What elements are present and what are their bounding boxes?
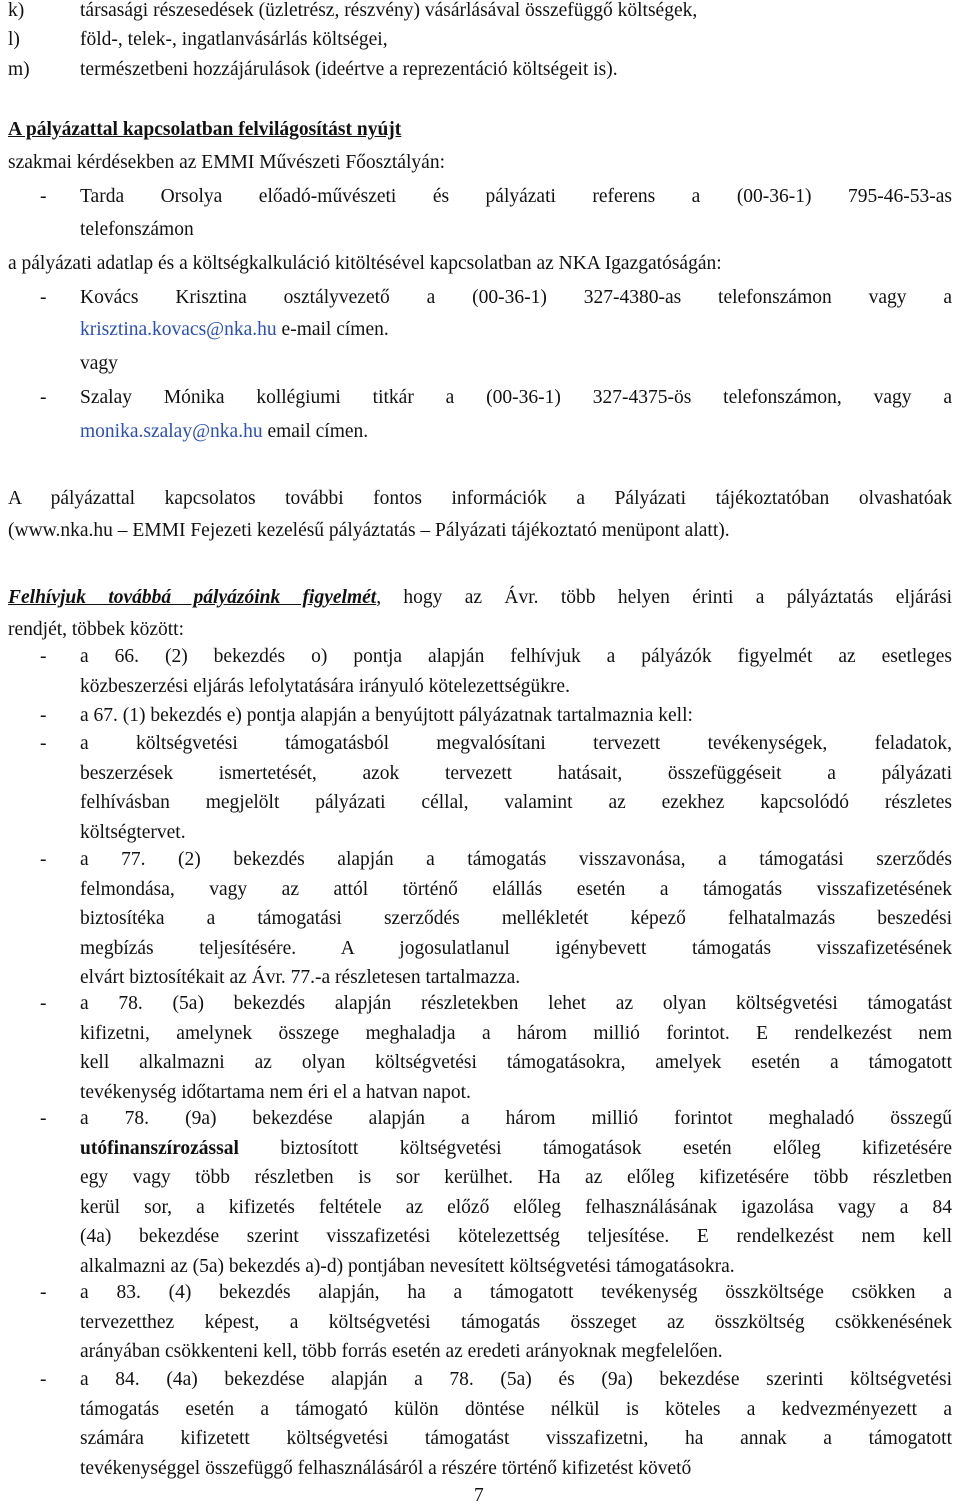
item-i6-line-2: [80, 1138, 952, 1160]
contact-intro-ministry: szakmai kérdésekben az EMMI Művészeti Főosztályán:: [8, 152, 445, 173]
item-i5-line-4: tevékenység időtartama nem éri el a hatvan napot.: [80, 1081, 471, 1103]
dash-marker: -: [40, 1108, 47, 1129]
item-i4-line-3: biztosítéka a támogatási szerződés mellékletét képező felhatalmazás beszedési: [80, 908, 952, 930]
szalay-email-tail: email címen.: [262, 421, 369, 442]
contact-kovacs-line2: [80, 319, 389, 341]
info-paragraph-line2: (www.nka.hu – EMMI Fejezeti kezelésű pályáztatás – Pályázati tájékoztató menüpont alatt).: [8, 520, 730, 541]
item-i6-line-5: (4a) bekezdése szerint visszafizetési kötelezettség teljesítése. E rendelkezést nem kell: [80, 1226, 952, 1248]
attention-line1-rest: , hogy az Ávr. több helyen érinti a pályáztatás eljárási: [376, 587, 952, 608]
item-i1-line-1: a 66. (2) bekezdés o) pontja alapján felhívjuk a pályázók figyelmét az esetleges: [80, 646, 952, 667]
dash-marker: -: [40, 646, 47, 667]
dash-marker: -: [40, 387, 47, 408]
attention-emphasis: Felhívjuk továbbá pályázóink figyelmét: [8, 587, 377, 608]
item-i6-bold-term: utófinanszírozással: [80, 1137, 239, 1159]
item-i5-line-3: kell alkalmazni az olyan költségvetési támogatásokra, amelyek esetén a támogatott: [80, 1052, 952, 1074]
item-i4-line-2: felmondása, vagy az attól történő elállás esetén a támogatás visszafizetésének: [80, 878, 952, 900]
item-i7-line-3: arányában csökkenteni kell, több forrás esetén az eredeti arányoknak megfelelően.: [80, 1341, 723, 1363]
item-i6-line-6: alkalmazni az (5a) bekezdés a)-d) pontjában nevesített költségvetési támogatásokra.: [80, 1256, 735, 1277]
item-i8-line-2: támogatás esetén a támogató külön döntése nélkül is köteles a kedvezményezett a: [80, 1398, 952, 1420]
list-marker-l: l): [8, 29, 20, 50]
contact-heading: A pályázattal kapcsolatban felvilágosítást nyújt: [8, 119, 402, 140]
item-i1-line-2: közbeszerzési eljárás lefolytatására irányuló kötelezettségükre.: [80, 675, 570, 697]
dash-marker: -: [40, 1282, 47, 1303]
item-i3-line-2: beszerzések ismertetését, azok tervezett hatásait, összefüggéseit a pályázati: [80, 762, 952, 784]
list-item-m: természetbeni hozzájárulások (ideértve a reprezentáció költségeit is).: [80, 59, 618, 80]
list-marker-k: k): [8, 0, 25, 21]
attention-line2: rendjét, többek között:: [8, 619, 184, 640]
item-i6-line-1: a 78. (9a) bekezdése alapján a három millió forintot meghaladó összegű: [80, 1108, 952, 1129]
contact-kovacs-line1: Kovács Krisztina osztályvezető a (00-36-1) 327-4380-as telefonszámon vagy a: [80, 287, 952, 308]
contact-tarda-line1: Tarda Orsolya előadó-művészeti és pályázati referens a (00-36-1) 795-46-53-as: [80, 186, 952, 207]
item-i6-line-2-rest: biztosított költségvetési támogatások esetén előleg kifizetésére: [238, 1137, 952, 1159]
szalay-email-link[interactable]: monika.szalay@nka.hu: [80, 421, 263, 442]
dash-marker: -: [40, 733, 47, 754]
attention-line1: [8, 587, 952, 609]
item-i8-line-1: a 84. (4a) bekezdése alapján a 78. (5a) és (9a) bekezdése szerinti költségvetési: [80, 1369, 952, 1390]
item-i7-line-2: tervezetthez képest, a költségvetési támogatás összeget az összköltség csökkenésének: [80, 1311, 952, 1333]
item-i3-line-4: költségtervet.: [80, 821, 186, 843]
item-i8-line-4: tevékenységgel összefüggő felhasználásáról a részére történő kifizetést követő: [80, 1457, 692, 1479]
kovacs-email-link[interactable]: krisztina.kovacs@nka.hu: [80, 319, 277, 340]
list-marker-m: m): [8, 59, 30, 80]
page-number: 7: [474, 1485, 484, 1506]
dash-marker: -: [40, 705, 47, 726]
item-i7-line-1: a 83. (4) bekezdés alapján, ha a támogatott tevékenység összköltsége csökken a: [80, 1282, 952, 1303]
contact-szalay-line1: Szalay Mónika kollégiumi titkár a (00-36-1) 327-4375-ös telefonszámon, vagy a: [80, 387, 952, 408]
item-i5-line-2: kifizetni, amelynek összege meghaladja a három millió forintot. E rendelkezést nem: [80, 1022, 952, 1044]
dash-marker: -: [40, 287, 47, 308]
item-i6-line-4: kerül sor, a kifizetés feltétele az előző előleg felhasználásának igazolása vagy a 84: [80, 1196, 952, 1218]
item-i4-line-4: megbízás teljesítésére. A jogosulatlanul igénybevett támogatás visszafizetésének: [80, 937, 952, 959]
item-i4-line-1: a 77. (2) bekezdés alapján a támogatás visszavonása, a támogatási szerződés: [80, 849, 952, 870]
item-i4-line-5: elvárt biztosítékait az Ávr. 77.-a részletesen tartalmazza.: [80, 967, 521, 989]
dash-marker: -: [40, 1369, 47, 1390]
contact-szalay-line2: [80, 421, 368, 443]
list-item-l: föld-, telek-, ingatlanvásárlás költségei,: [80, 29, 388, 50]
dash-marker: -: [40, 186, 47, 207]
item-i3-line-1: a költségvetési támogatásból megvalósítani tervezett tevékenységek, feladatok,: [80, 733, 952, 754]
list-item-k: társasági részesedések (üzletrész, részvény) vásárlásával összefüggő költségek,: [80, 0, 698, 21]
item-i2-line-1: a 67. (1) bekezdés e) pontja alapján a benyújtott pályázatnak tartalmaznia kell:: [80, 705, 693, 726]
item-i5-line-1: a 78. (5a) bekezdés alapján részletekben lehet az olyan költségvetési támogatást: [80, 993, 952, 1014]
item-i3-line-3: felhívásban megjelölt pályázati céllal, valamint az ezekhez kapcsolódó részletes: [80, 792, 952, 814]
dash-marker: -: [40, 849, 47, 870]
contact-or: vagy: [80, 353, 118, 374]
contact-intro-nka: a pályázati adatlap és a költségkalkuláció kitöltésével kapcsolatban az NKA Igazgatóságán:: [8, 253, 722, 274]
contact-tarda-line2: telefonszámon: [80, 219, 194, 240]
item-i8-line-3: számára kifizetett költségvetési támogatást visszafizetni, ha annak a támogatott: [80, 1428, 952, 1450]
dash-marker: -: [40, 993, 47, 1014]
info-paragraph-line1: A pályázattal kapcsolatos további fontos információk a Pályázati tájékoztatóban olvashatóak: [8, 488, 952, 509]
item-i6-line-3: egy vagy több részletben is sor kerülhet. Ha az előleg kifizetésére több részletben: [80, 1167, 952, 1189]
kovacs-email-tail: e-mail címen.: [276, 319, 389, 340]
